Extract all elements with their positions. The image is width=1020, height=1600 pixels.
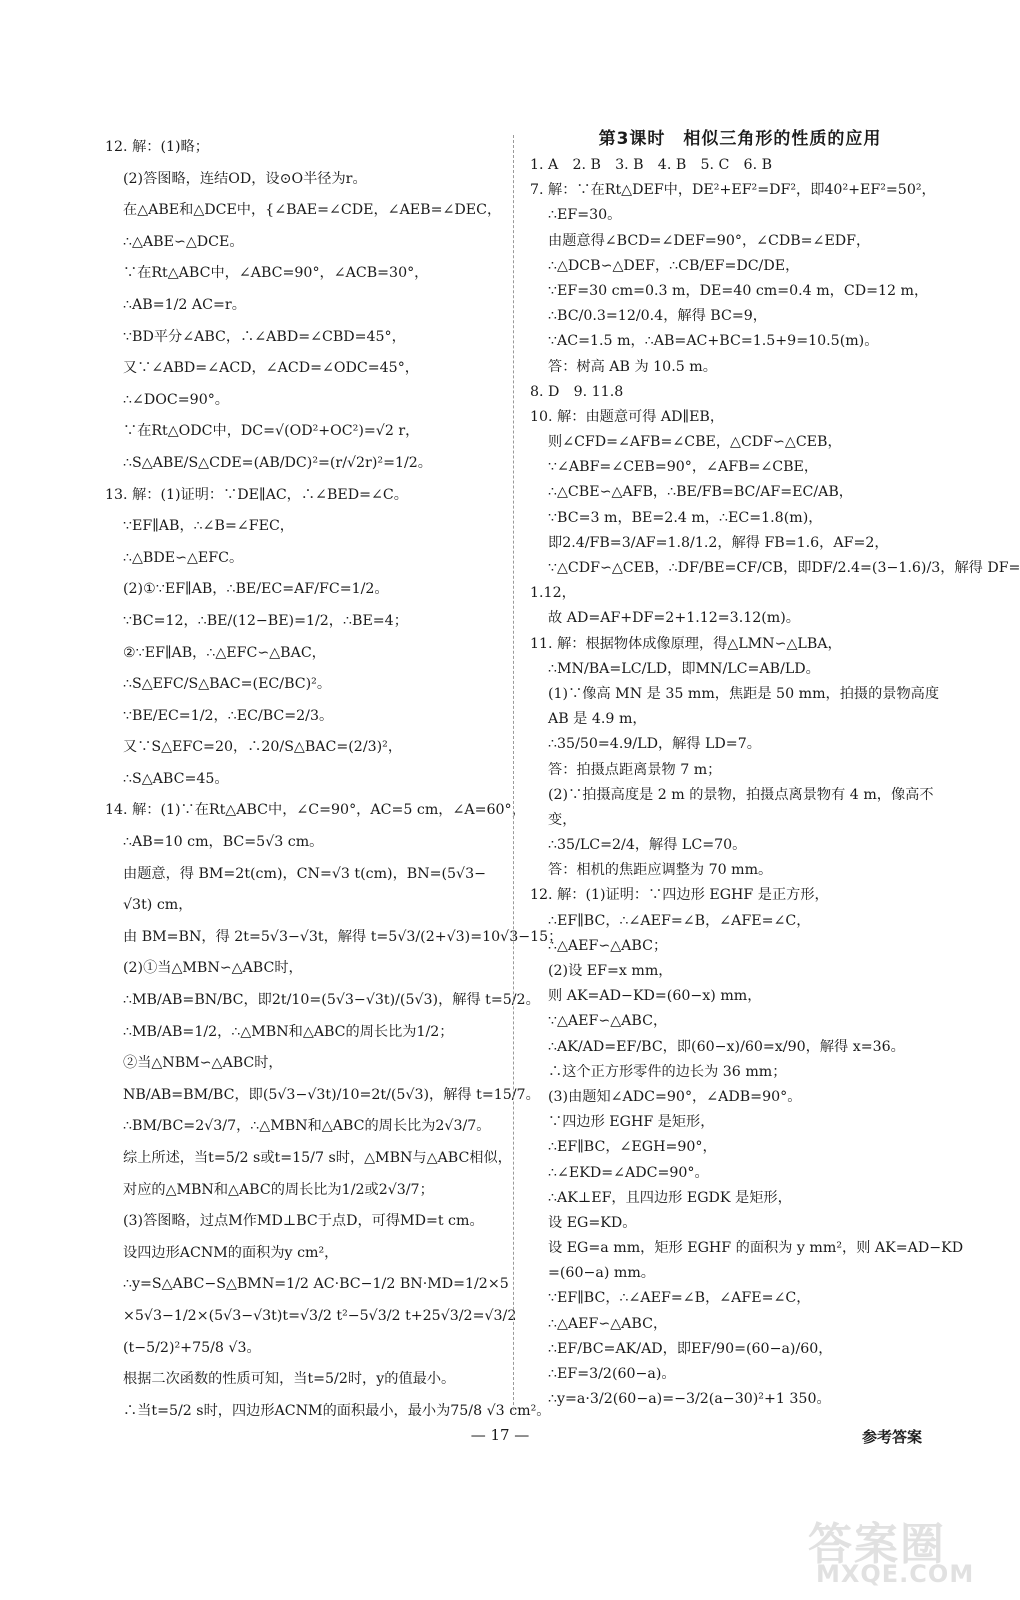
right-line: ∵∠ABF=∠CEB=90°，∠AFB=∠CBE， <box>548 459 819 476</box>
right-line: 则 AK=AD−KD=(60−x) mm， <box>548 988 762 1005</box>
left-line: ∴S△ABE/S△CDE=(AB/DC)²=(r/√2r)²=1/2。 <box>123 454 432 471</box>
left-line: NB/AB=BM/BC，即(5√3−√3t)/10=2t/(5√3)，解得 t=15/7。 <box>123 1086 540 1103</box>
right-line: ∴EF∥BC，∠EGH=90°， <box>548 1139 717 1156</box>
right-line: 设 EG=a mm，矩形 EGHF 的面积为 y mm²，则 AK=AD−KD <box>548 1240 964 1257</box>
right-line: 变， <box>548 811 577 828</box>
left-line: 综上所述，当t=5/2 s或t=15/7 s时，△MBN与△ABC相似， <box>123 1150 512 1166</box>
right-line: 1. A 2. B 3. B 4. B 5. C 6. B <box>530 157 773 173</box>
watermark-logo <box>808 1508 978 1590</box>
right-column-body <box>530 153 1020 1412</box>
left-line: ×5√3−1/2×(5√3−√3t)t=√3/2 t²−5√3/2 t+25√3/2=√3/2 <box>123 1307 517 1324</box>
left-line: ∴AB=10 cm，BC=5√3 cm。 <box>123 834 324 851</box>
right-line: 11. 解：根据物体成像原理，得△LMN∽△LBA， <box>530 635 842 652</box>
right-line: 12. 解：(1)证明：∵四边形 EGHF 是正方形， <box>530 887 829 904</box>
right-line: (1)∵像高 MN 是 35 mm，焦距是 50 mm，拍摄的景物高度 <box>548 685 940 702</box>
left-line: √3t) cm， <box>123 897 193 914</box>
right-line: 10. 解：由题意可得 AD∥EB， <box>530 408 725 425</box>
left-line: 在△ABE和△DCE中，{∠BAE=∠CDE，∠AEB=∠DEC， <box>123 202 502 219</box>
right-line: 答：拍摄点距离景物 7 m； <box>548 761 722 778</box>
left-line: ∵BD平分∠ABC，∴∠ABD=∠CBD=45°， <box>123 328 406 345</box>
right-line: ∴y=a·3/2(60−a)=−3/2(a−30)²+1 350。 <box>548 1391 831 1408</box>
right-line: ∵AC=1.5 m，∴AB=AC+BC=1.5+9=10.5(m)。 <box>548 333 879 350</box>
right-line: 答：相机的焦距应调整为 70 mm。 <box>548 862 773 879</box>
left-line: (2)①当△MBN∽△ABC时， <box>123 960 303 977</box>
left-line: ∵在Rt△ODC中，DC=√(OD²+OC²)=√2 r， <box>123 423 420 440</box>
right-line: ∴35/LC=2/4，解得 LC=70。 <box>548 837 747 854</box>
left-line: ②当△NBM∽△ABC时， <box>123 1055 283 1072</box>
right-line: ∴△DCB∽△DEF，∴CB/EF=DC/DE， <box>548 257 800 274</box>
left-line: ∴AB=1/2 AC=r。 <box>123 296 246 313</box>
column-divider <box>513 135 514 1410</box>
right-line: ∵BC=3 m，BE=2.4 m，∴EC=1.8(m)， <box>548 509 823 526</box>
left-line: 设四边形ACNM的面积为y cm²， <box>123 1244 339 1261</box>
right-line: ∴EF∥BC，∴∠AEF=∠B，∠AFE=∠C， <box>548 912 811 929</box>
right-line: =(60−a) mm。 <box>548 1265 655 1282</box>
left-line: (2)答图略，连结OD，设⊙O半径为r。 <box>123 170 367 187</box>
right-line: ∴△CBE∽△AFB，∴BE/FB=BC/AF=EC/AB， <box>548 484 853 501</box>
left-line: 根据二次函数的性质可知，当t=5/2时，y的值最小。 <box>123 1371 456 1388</box>
right-line: ∴EF=30。 <box>548 207 622 224</box>
left-line: 对应的△MBN和△ABC的周长比为1/2或2√3/7； <box>123 1181 434 1198</box>
right-line: ∵△CDF∽△CEB，∴DF/BE=CF/CB，即DF/2.4=(3−1.6)/3，解得 DF= <box>548 560 1020 576</box>
right-line: 由题意得∠BCD=∠DEF=90°，∠CDB=∠EDF， <box>548 232 871 249</box>
left-line: ∵EF∥AB，∴∠B=∠FEC， <box>123 518 294 535</box>
right-line: ∴△AEF∽△ABC， <box>548 1315 668 1332</box>
left-line: 14. 解：(1)∵在Rt△ABC中，∠C=90°，AC=5 cm，∠A=60°， <box>105 802 526 819</box>
left-line: 又∵∠ABD=∠ACD，∠ACD=∠ODC=45°， <box>123 360 419 377</box>
left-line: (2)①∵EF∥AB，∴BE/EC=AF/FC=1/2。 <box>123 581 389 598</box>
right-line: ∴AK/AD=EF/BC，即(60−x)/60=x/90，解得 x=36。 <box>548 1038 905 1055</box>
page-number: — 17 — <box>470 1426 530 1444</box>
right-line: ∵EF∥BC，∴∠AEF=∠B，∠AFE=∠C， <box>548 1290 811 1307</box>
watermark-text: 答案圈 <box>808 1519 946 1570</box>
right-line: ∴35/50=4.9/LD，解得 LD=7。 <box>548 736 761 753</box>
left-line: ∴△BDE∽△EFC。 <box>123 549 244 566</box>
right-line: 故 AD=AF+DF=2+1.12=3.12(m)。 <box>548 610 800 627</box>
left-line: ∴MB/AB=1/2，∴△MBN和△ABC的周长比为1/2； <box>123 1023 454 1040</box>
right-line: 即2.4/FB=3/AF=1.8/1.2，解得 FB=1.6，AF=2， <box>548 534 889 551</box>
watermark-url: MXQE.COM <box>816 1560 975 1588</box>
left-line: ∴S△EFC/S△BAC=(EC/BC)²。 <box>123 676 332 693</box>
right-line: 则∠CFD=∠AFB=∠CBE，△CDF∽△CEB， <box>548 434 842 451</box>
left-line: ∵BE/EC=1/2，∴EC/BC=2/3。 <box>123 707 334 724</box>
left-line: 12. 解：(1)略； <box>105 139 209 155</box>
right-line: (2)设 EF=x mm， <box>548 963 673 979</box>
left-line: ∵BC=12，∴BE/(12−BE)=1/2，∴BE=4； <box>123 612 408 629</box>
footer-label: 参考答案 <box>862 1428 923 1446</box>
right-line: ∵四边形 EGHF 是矩形， <box>548 1114 715 1131</box>
right-line: AB 是 4.9 m， <box>548 711 647 728</box>
right-line: ∴EF/BC=AK/AD，即EF/90=(60−a)/60， <box>548 1340 833 1357</box>
left-line: 由 BM=BN，得 2t=5√3−√3t，解得 t=5√3/(2+√3)=10√3−15； <box>123 928 563 945</box>
left-line: ∴△ABE∽△DCE。 <box>123 233 244 250</box>
left-line: ∴BM/BC=2√3/7，∴△MBN和△ABC的周长比为2√3/7。 <box>123 1118 491 1135</box>
left-line: ∴S△ABC=45。 <box>123 770 229 787</box>
right-line: ∵EF=30 cm=0.3 m，DE=40 cm=0.4 m，CD=12 m， <box>548 282 929 299</box>
right-line: ∴EF=3/2(60−a)。 <box>548 1366 676 1382</box>
right-column <box>530 129 1020 1412</box>
left-line: 由题意，得 BM=2t(cm)，CN=√3 t(cm)，BN=(5√3− <box>123 865 487 882</box>
right-line: ∴∠EKD=∠ADC=90°。 <box>548 1164 709 1181</box>
left-line: ②∵EF∥AB，∴△EFC∽△BAC， <box>123 644 326 661</box>
left-line: ∴当t=5/2 s时，四边形ACNM的面积最小，最小为75/8 √3 cm²。 <box>123 1402 551 1419</box>
right-line: 1.12， <box>530 585 576 602</box>
section-title: 第3课时 相似三角形的性质的应用 <box>598 129 882 149</box>
left-line: ∴∠DOC=90°。 <box>123 391 229 408</box>
right-line: 设 EG=KD。 <box>548 1214 637 1231</box>
left-line: (3)答图略，过点M作MD⊥BC于点D，可得MD=t cm。 <box>123 1213 484 1230</box>
right-line: ∵△AEF∽△ABC， <box>548 1013 668 1030</box>
right-line: 8. D 9. 11.8 <box>530 383 624 400</box>
left-line: (t−5/2)²+75/8 √3。 <box>123 1339 261 1356</box>
left-line: ∴MB/AB=BN/BC，即2t/10=(5√3−√3t)/(5√3)，解得 t=5/2。 <box>123 992 540 1009</box>
right-line: 答：树高 AB 为 10.5 m。 <box>548 358 717 375</box>
right-line: ∴△AEF∽△ABC； <box>548 937 668 954</box>
left-line: ∴y=S△ABC−S△BMN=1/2 AC·BC−1/2 BN·MD=1/2×5 <box>123 1276 509 1293</box>
left-line: 13. 解：(1)证明：∵DE∥AC，∴∠BED=∠C。 <box>105 486 408 503</box>
right-line: ∴AK⊥EF，且四边形 EGDK 是矩形， <box>548 1189 792 1206</box>
right-line: (3)由题知∠ADC=90°，∠ADB=90°。 <box>548 1088 802 1105</box>
right-line: 7. 解：∵在Rt△DEF中，DE²+EF²=DF²，即40²+EF²=50²， <box>530 182 936 199</box>
right-line: ∴BC/0.3=12/0.4，解得 BC=9， <box>548 308 767 325</box>
right-line: ∴MN/BA=LC/LD，即MN/LC=AB/LD。 <box>548 660 820 677</box>
right-line: ∴这个正方形零件的边长为 36 mm； <box>548 1063 787 1080</box>
left-line: 又∵S△EFC=20，∴20/S△BAC=(2/3)²， <box>123 739 403 756</box>
right-line: (2)∵拍摄高度是 2 m 的景物，拍摄点离景物有 4 m，像高不 <box>548 786 934 803</box>
left-line: ∵在Rt△ABC中，∠ABC=90°，∠ACB=30°， <box>123 265 429 282</box>
